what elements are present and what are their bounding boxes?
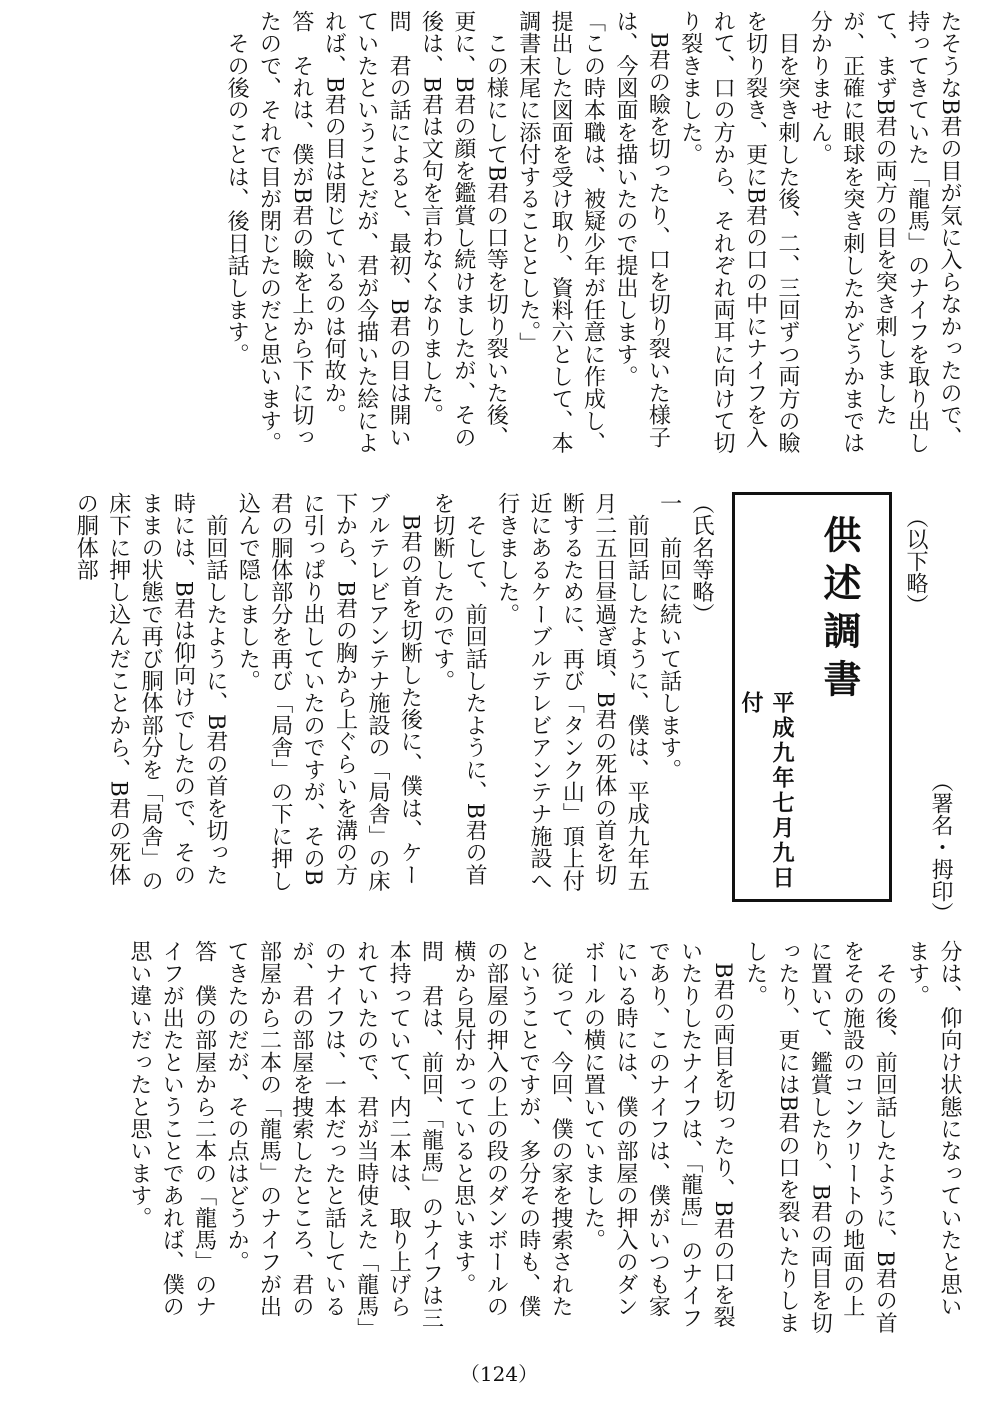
text-section-bottom: [55, 940, 965, 1335]
title-box: [732, 492, 892, 902]
page-number: （124）: [459, 1362, 539, 1386]
body-text-bottom: 分は、仰向け状態になっていたと思います。 その後、前回話したように、B君の首をその施設のコンクリートの地面の上に置いて、鑑賞したり、B君の両目を切ったり、更にはB君の口を裂いたりしました。 B君の両目を切ったり、B君の口を裂いたりしたナイフは、「龍馬」のナイフであり、このナイフは、僕がいつも家にいる時には、僕の部屋の押入のダンボールの横に置いていました。 従って、今回、僕の家を捜索されたということですが、多分その時も、僕の部屋の押入の上の段のダンボールの横から見付かっていると思います。 問 君は、前回、「龍馬」のナイフは三本持っていて、内二本は、取り上げられていたので、君が当時使えた「龍馬」のナイフは、一本だったと話しているが、君の部屋を捜索したところ、君の部屋から二本の「龍馬」のナイフが出てきたのだが、その点はどうか。 答 僕の部屋から二本の「龍馬」のナイフが出たということであれば、僕の思い違いだったと思います。: [126, 940, 962, 1334]
body-text-middle: （氏名等略） 一 前回に続いて話します。 前回話したように、僕は、平成九年五月二五日昼過ぎ頃、B君の死体の首を切断するために、再び「タンク山」頂上付近にあるケーブルテレビアンテナ施設へ行きました。 そして、前回話したように、B君の首を切断したのです。 B君の首を切断した後に、僕は、ケーブルテレビアンテナ施設の「局舎」の床下から、B君の胸から上ぐらいを溝の方に引っぱり出していたのですが、そのB君の胴体部分を再び「局舎」の下に押し込んで隠しました。 前回話したように、B君の首を切った時には、B君は仰向けでしたので、そのままの状態で再び胴体部分を「局舎」の床下に押し込んだことから、B君の死体の胴体部: [73, 492, 714, 892]
body-text-top: たそうなB君の目が気に入らなかったので、持ってきていた「龍馬」のナイフを取り出して、まずB君の両方の目を突き刺しましたが、正確に眼球を突き刺したかどうかまでは分かりません。 目を突き刺した後、二、三回ずつ両方の瞼を切り裂き、更にB君の口の中にナイフを入れて、口の方から、それぞれ両耳に向けて切り裂きました。 B君の瞼を切ったり、口を切り裂いた様子は、今図面を描いたので提出します。 「この時本職は、被疑少年が任意に作成し、提出した図面を受け取り、資料六として、本調書末尾に添付することとした。」 この様にしてB君の口等を切り裂いた後、更に、B君の顔を鑑賞し続けましたが、その後は、B君は文句を言わなくなりました。 問 君の話によると、最初、B君の目は開いていたということだが、君が今描いた絵によれば、B君の目は閉じているのは何故か。 答 それは、僕がB君の瞼を上から下に切ったので、それで目が閉じたのだと思います。 その後のことは、後日話します。: [224, 10, 962, 454]
document-title: 供述調書: [817, 515, 861, 707]
document-date: 平成九年七月九日付: [738, 691, 794, 891]
text-section-middle: [55, 492, 717, 902]
omission-note: （以下略）: [903, 506, 928, 616]
text-section-top: [55, 10, 965, 465]
signature-note: （署名・拇印）: [928, 770, 953, 924]
